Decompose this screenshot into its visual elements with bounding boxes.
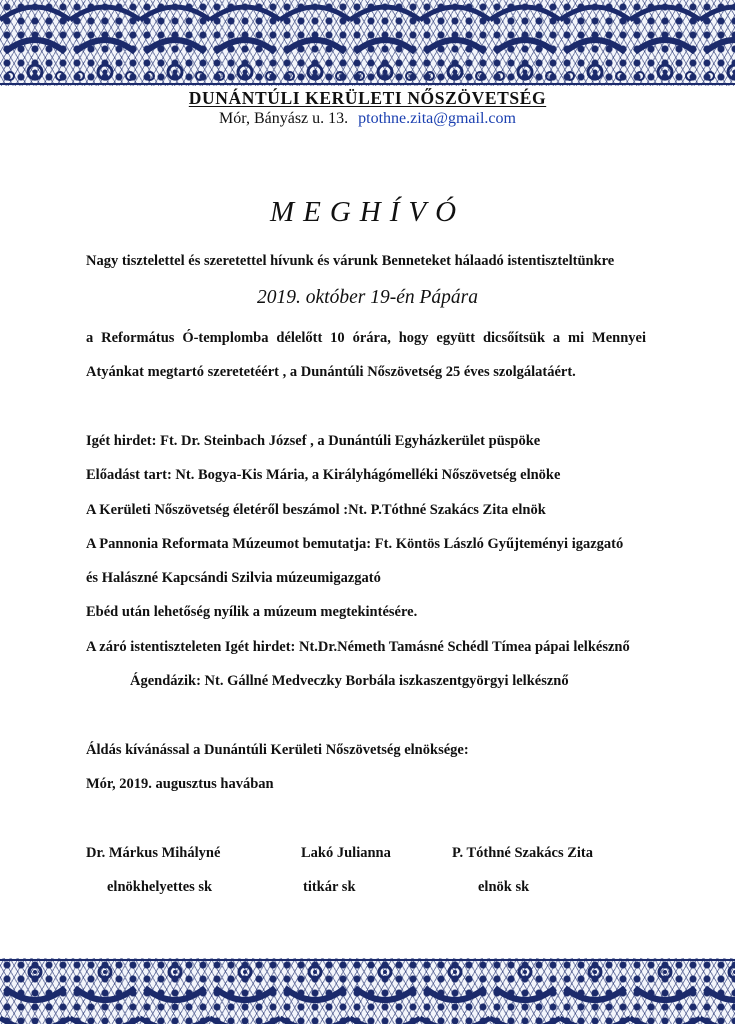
organization-name: DUNÁNTÚLI KERÜLETI NŐSZÖVETSÉG	[188, 88, 547, 108]
signature-role: elnökhelyettes sk	[107, 879, 213, 895]
email-link[interactable]: ptothne.zita@gmail.com	[358, 110, 516, 127]
lace-pattern-bottom	[0, 958, 735, 1024]
bottom-decorative-border	[0, 958, 735, 1024]
event-date: 2019. október 19-én Pápára	[257, 287, 478, 308]
program-line: A Pannonia Reformata Múzeumot bemutatja: Ft. Köntös László Gyűjteményi igazgató	[86, 536, 624, 552]
signature-name: Dr. Márkus Mihályné	[86, 845, 221, 861]
paragraph-line-2: Atyánkat megtartó szeretetéért , a Dunántúli Nőszövetség 25 éves szolgálatáért.	[86, 364, 576, 380]
intro-line: Nagy tisztelettel és szeretettel hívunk és várunk Benneteket hálaadó istentiszteltünkre	[86, 253, 615, 269]
signature-role: elnök sk	[478, 879, 530, 895]
lace-pattern-top	[0, 0, 735, 86]
paragraph-line-1: a Református Ó-templomba délelőtt 10 órára, hogy együtt dicsőítsük a mi Mennyei	[86, 330, 646, 346]
program-line: Előadást tart: Nt. Bogya-Kis Mária, a Királyhágómelléki Nőszövetség elnöke	[86, 467, 561, 483]
program-line: Ágendázik: Nt. Gállné Medveczky Borbála iszkaszentgyörgyi lelkésznő	[130, 673, 569, 689]
signature-role: titkár sk	[303, 879, 356, 895]
program-line: A Kerületi Nőszövetség életéről beszámol :Nt. P.Tóthné Szakács Zita elnök	[86, 502, 546, 518]
signature-name: Lakó Julianna	[301, 845, 391, 861]
program-line: A záró istentiszteleten Igét hirdet: Nt.Dr.Németh Tamásné Schédl Tímea pápai lelkésznő	[86, 639, 630, 655]
top-decorative-border	[0, 0, 735, 86]
organization-address	[0, 110, 735, 128]
signature-name: P. Tóthné Szakács Zita	[452, 845, 593, 861]
program-line: Igét hirdet: Ft. Dr. Steinbach József , a Dunántúli Egyházkerület püspöke	[86, 433, 541, 449]
program-line: és Halászné Kapcsándi Szilvia múzeumigazgató	[86, 570, 381, 586]
address-text: Mór, Bányász u. 13.	[219, 110, 349, 127]
place-and-date: Mór, 2019. augusztus havában	[86, 776, 274, 792]
closing-greeting: Áldás kívánással a Dunántúli Kerületi Nőszövetség elnöksége:	[86, 742, 469, 758]
document-title: MEGHÍVÓ	[269, 196, 466, 228]
program-line: Ebéd után lehetőség nyílik a múzeum megtekintésére.	[86, 604, 418, 620]
